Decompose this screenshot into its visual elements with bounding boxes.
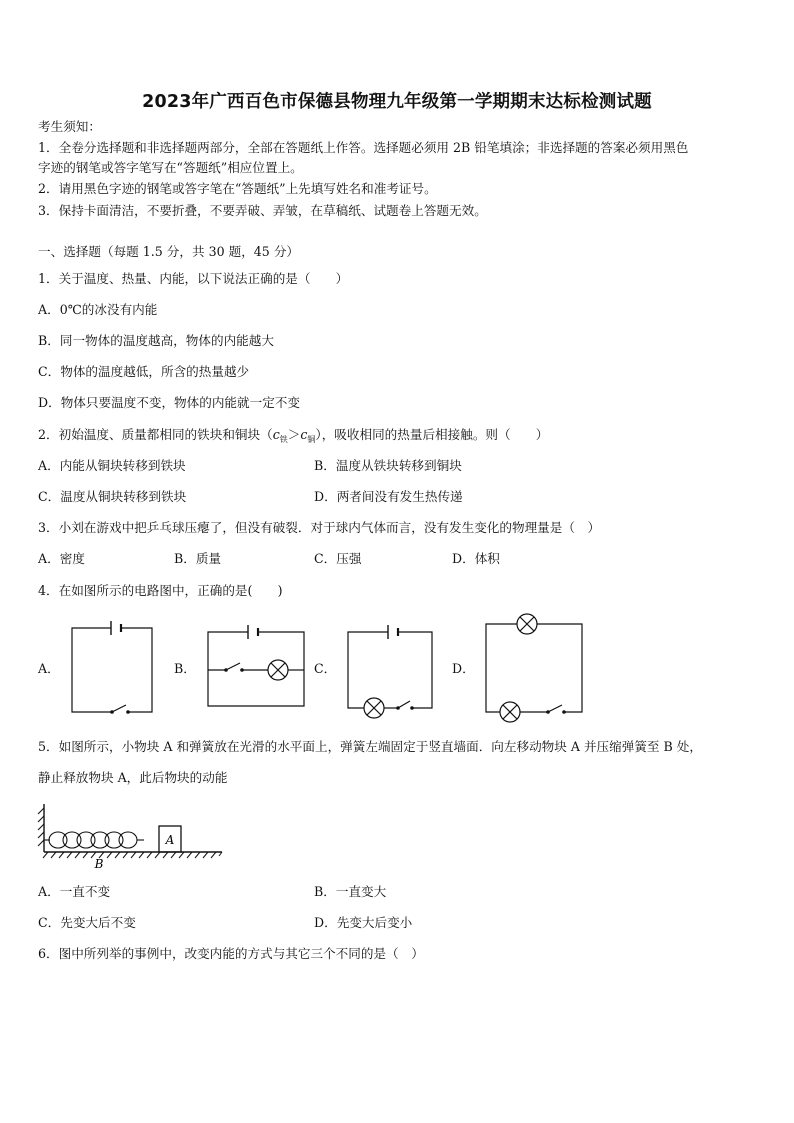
q1-option-d: D．物体只要温度不变，物体的内能就一定不变 [38, 395, 300, 410]
q4-label-a: A． [38, 661, 60, 676]
q2-option-a: A．内能从铜块转移到铁块 [38, 458, 186, 473]
section-heading: 一、选择题（每题 1.5 分，共 30 题，45 分） [38, 244, 300, 259]
notice-item-1-cont: 字迹的钢笔或答字笔写在“答题纸”相应位置上。 [38, 160, 303, 175]
notice-item-3: 3．保持卡面清洁，不要折叠，不要弄破、弄皱，在草稿纸、试题卷上答题无效。 [38, 203, 487, 218]
q1-stem: 1．关于温度、热量、内能，以下说法正确的是（ ） [38, 271, 349, 286]
q2-c-symbol: c [272, 427, 280, 442]
circuit-diagram-b [204, 620, 310, 712]
q2-stem [38, 427, 548, 445]
q2-stem-start: 2．初始温度、质量都相同的铁块和铜块（ [38, 427, 273, 442]
q3-option-c: C．压强 [314, 551, 362, 566]
q5-option-d: D．先变大后变小 [314, 915, 413, 930]
q4-stem: 4．在如图所示的电路图中，正确的是( ) [38, 583, 283, 598]
notice-heading: 考生须知： [38, 119, 101, 134]
page-title: 2023年广西百色市保德县物理九年级第一学期期末达标检测试题 [142, 92, 652, 112]
q4-label-b: B． [174, 661, 196, 676]
q1-option-c: C．物体的温度越低，所含的热量越少 [38, 364, 250, 379]
q5-option-a: A．一直不变 [38, 884, 111, 899]
q5-option-c: C．先变大后不变 [38, 915, 136, 930]
block-label: A [165, 833, 175, 847]
q2-sub-copper: 铜 [307, 435, 316, 444]
q1-option-b: B．同一物体的温度越高，物体的内能越大 [38, 333, 274, 348]
q2-stem-end: ），吸收相同的热量后相接触。则（ ） [315, 427, 549, 442]
circuit-diagram-d [482, 612, 588, 724]
notice-item-1: 1．全卷分选择题和非选择题两部分，全部在答题纸上作答。选择题必须用 2B 铅笔填涂；非选择题的答案必须用黑色 [38, 140, 689, 155]
q3-option-a: A．密度 [38, 551, 85, 566]
q5-stem-line-1: 5．如图所示，小物块 A 和弹簧放在光滑的水平面上，弹簧左端固定于竖直墙面．向左移动物块 A 并压缩弹簧至 B 处， [38, 739, 702, 754]
q4-label-d: D． [452, 661, 475, 676]
q3-stem: 3．小刘在游戏中把乒乓球压瘪了，但没有破裂．对于球内气体而言，没有发生变化的物理量是（ ） [38, 520, 601, 535]
q5-stem-line-2: 静止释放物块 A，此后物块的动能 [38, 770, 228, 785]
q3-option-d: D．体积 [452, 551, 500, 566]
switch-contact [126, 710, 130, 714]
q2-c-symbol-2: c [300, 427, 308, 442]
q2-sub-iron: 铁 [279, 435, 288, 444]
q2-option-b: B．温度从铁块转移到铜块 [314, 458, 462, 473]
notice-item-2: 2．请用黑色字迹的钢笔或答字笔在“答题纸”上先填写姓名和准考证号。 [38, 181, 437, 196]
circuit-diagram-c [344, 620, 438, 720]
q5-option-b: B．一直变大 [314, 884, 387, 899]
q2-option-d: D．两者间没有发生热传递 [314, 489, 463, 504]
q4-label-c: C． [314, 661, 337, 676]
circuit-diagram-a [68, 614, 158, 718]
q2-option-c: C．温度从铜块转移到铁块 [38, 489, 187, 504]
q1-option-a: A．0℃的冰没有内能 [38, 302, 158, 317]
q3-option-b: B．质量 [174, 551, 222, 566]
switch-pivot [110, 710, 114, 714]
spring-block-figure [34, 800, 228, 870]
q2-gt: ＞ [287, 427, 301, 442]
q6-stem: 6．图中所列举的事例中，改变内能的方式与其它三个不同的是（ ） [38, 946, 424, 961]
point-b-label: B [94, 857, 104, 870]
